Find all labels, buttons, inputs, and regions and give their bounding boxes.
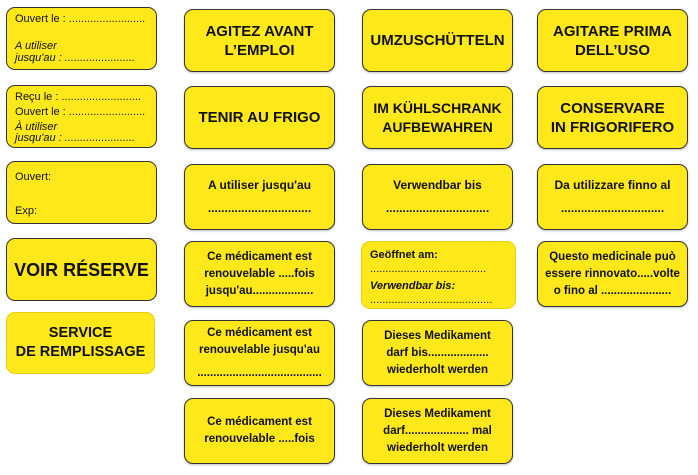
label-text: Ouvert le : ......................... [15, 106, 146, 118]
label-text: darf.................... mal [383, 424, 492, 437]
label-text: Exp: [15, 205, 38, 217]
label-renouvelable-fois [184, 398, 335, 464]
label-text: Ouvert: [15, 171, 52, 183]
label-text: VOIR RÉSERVE [14, 259, 149, 280]
label-service-remplissage [6, 312, 155, 374]
label-text: ....................................... [197, 366, 322, 379]
label-text: IM KÜHLSCHRANK [373, 99, 502, 116]
label-dieses-medikament-bis [362, 320, 513, 386]
label-conservare-frigorifero [537, 86, 688, 149]
label-umzuschuetteln [362, 9, 513, 72]
label-text: À utiliser [15, 121, 58, 133]
label-text: AUFBEWAHREN [382, 118, 493, 135]
label-questo-medicinale [537, 241, 688, 307]
label-text: jusqu'au................... [205, 284, 314, 297]
label-text: ............................... [385, 201, 490, 215]
label-verwendbar-bis [362, 164, 513, 230]
label-text: essere rinnovato.....volte [545, 267, 680, 280]
label-text: ........................................ [370, 294, 493, 306]
label-text: Verwendbar bis: [370, 280, 456, 292]
label-text: Ce médicament est [207, 250, 312, 263]
label-text: darf bis................... [386, 346, 489, 359]
label-text: Reçu le : .......................... [15, 91, 141, 103]
label-text: Questo medicinale può [549, 250, 676, 263]
label-ouvert-exp [6, 161, 157, 224]
label-text: jusqu'au : ....................... [15, 132, 136, 144]
label-text: Geöffnet am: [370, 249, 438, 261]
label-text: Dieses Medikament [384, 329, 491, 342]
label-text: ............................... [207, 201, 312, 215]
label-text: Ouvert le : ......................... [15, 13, 146, 25]
label-text: renouvelable .....fois [204, 433, 315, 445]
label-text: AGITARE PRIMA [553, 22, 672, 40]
label-agitare-prima [537, 9, 688, 72]
label-text: renouvelable .....fois [204, 267, 315, 280]
label-text: DELL’USO [574, 41, 650, 59]
label-da-utilizzare [537, 164, 688, 230]
label-text: ...................................... [370, 263, 487, 275]
label-text: TENIR AU FRIGO [198, 109, 321, 126]
label-text: jusqu'au : ....................... [15, 52, 136, 64]
label-text: Ce médicament est [207, 416, 312, 428]
label-text: wiederholt werden [387, 441, 488, 454]
label-text: A utiliser jusqu'au [207, 178, 312, 192]
label-text: Da utilizzare finno al [554, 178, 671, 192]
label-text: CONSERVARE [560, 99, 665, 117]
label-renouvelable-fois-jusquau [184, 241, 335, 307]
label-text: A utiliser [15, 40, 57, 52]
label-renouvelable-jusquau [184, 320, 335, 386]
label-text: AGITEZ AVANT [205, 22, 314, 40]
label-text: Dieses Medikament [384, 407, 491, 420]
label-text: UMZUSCHÜTTELN [370, 32, 505, 49]
label-text: IN FRIGORIFERO [550, 118, 675, 136]
label-geoeffnet-am [361, 241, 516, 309]
label-text: renouvelable jusqu'au [199, 343, 320, 356]
label-agitez-avant-emploi [184, 9, 335, 72]
label-text: SERVICE [48, 325, 113, 341]
label-text: L’EMPLOI [224, 41, 295, 59]
label-dieses-medikament-mal [362, 398, 513, 464]
label-text: wiederholt werden [387, 363, 488, 376]
label-ouvert-le [6, 7, 157, 70]
label-tenir-au-frigo [184, 86, 335, 149]
label-a-utiliser-jusquau [184, 164, 335, 230]
label-text: DE REMPLISSAGE [15, 344, 146, 360]
label-text: Ce médicament est [207, 326, 312, 339]
label-text: ............................... [560, 201, 665, 215]
label-recu-le [6, 85, 157, 148]
label-text: o fino al ...................... [553, 284, 672, 297]
label-text: Verwendbar bis [393, 178, 482, 192]
label-voir-reserve [6, 238, 157, 301]
label-im-kuehlschrank [362, 86, 513, 149]
